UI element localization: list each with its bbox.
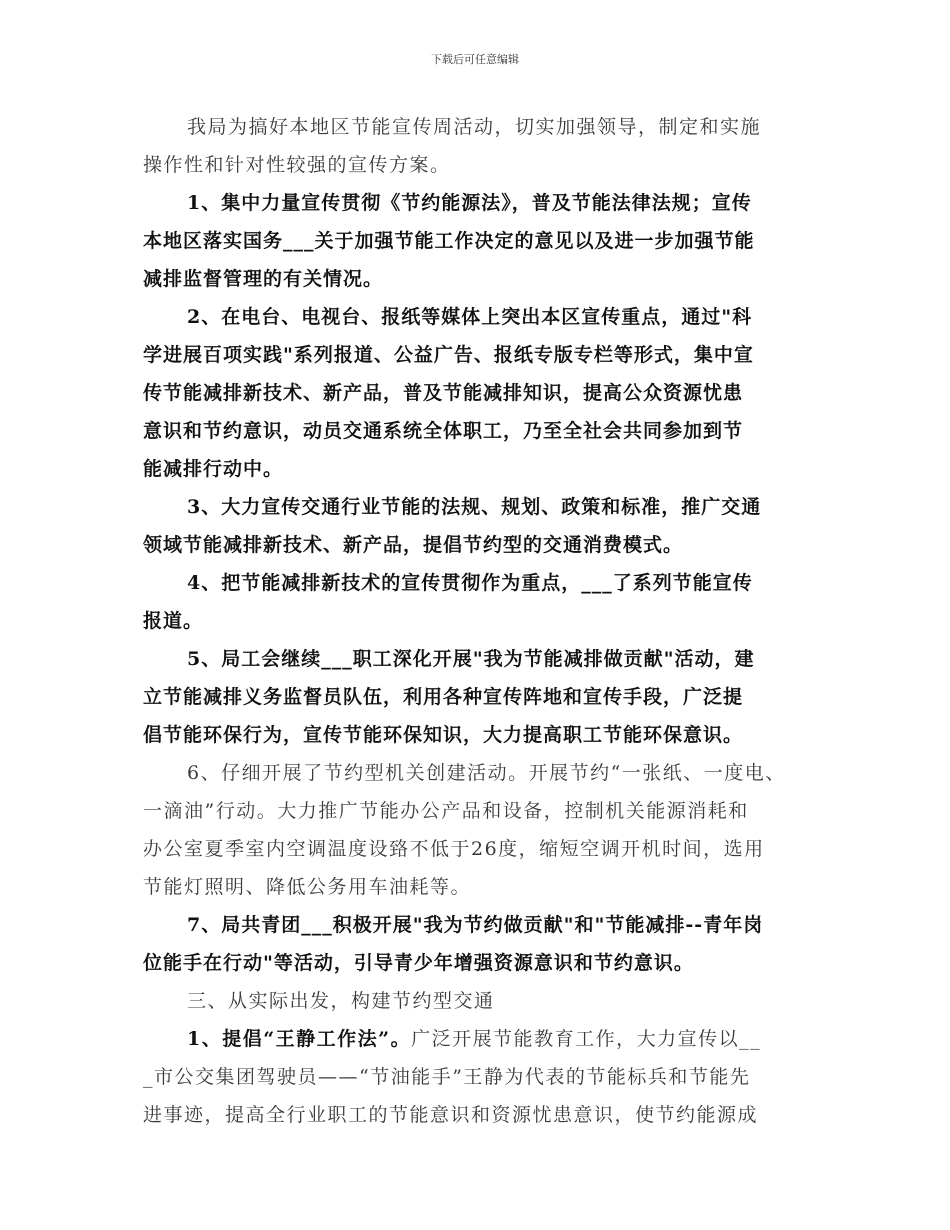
text-line: 3、大力宣传交通行业节能的法规、规划、政策和标准，推广交通: [187, 496, 762, 518]
text-line: 传节能减排新技术、新产品，普及节能减排知识，提高公众资源忧患: [143, 382, 744, 404]
text-line: 4、把节能减排新技术的宣传贯彻作为重点，___了系列节能宣传: [187, 572, 753, 594]
section-heading: 三、从实际出发，构建节约型交通: [187, 990, 495, 1012]
text-line: 报道。: [143, 610, 204, 632]
text-line: 倡节能环保行为，宣传节能环保知识，大力提高职工节能环保意识。: [143, 724, 744, 746]
text-line: 领域节能减排新技术、新产品，提倡节约型的交通消费模式。: [143, 534, 684, 556]
text-line: 进事迹，提高全行业职工的节能意识和资源忧患意识，使节约能源成: [143, 1104, 759, 1126]
text-line: 办公室夏季室内空调温度设臵不低于26度，缩短空调开机时间，选用: [143, 838, 765, 860]
text-line: 操作性和针对性较强的宣传方案。: [143, 154, 451, 176]
text-line: 6、仔细开展了节约型机关创建活动。开展节约“一张纸、一度电、: [187, 762, 786, 784]
text-line: 2、在电台、电视台、报纸等媒体上突出本区宣传重点，通过"科: [187, 306, 753, 328]
text-line: 一滴油”行动。大力推广节能办公产品和设备，控制机关能源消耗和: [143, 800, 749, 822]
text-line: 意识和节约意识，动员交通系统全体职工，乃至全社会共同参加到节: [143, 420, 744, 442]
text-line: 减排监督管理的有关情况。: [143, 268, 384, 290]
page-header: 下载后可任意编辑: [431, 53, 519, 66]
text-line: [187, 1026, 761, 1052]
text-line: 学进展百项实践"系列报道、公益广告、报纸专版专栏等形式，集中宣: [143, 344, 754, 366]
text-line: 5、局工会继续___职工深化开展"我为节能减排做贡献"活动，建: [187, 648, 755, 670]
text-line: 节能灯照明、降低公务用车油耗等。: [143, 876, 472, 898]
text-line: 立节能减排义务监督员队伍，利用各种宣传阵地和宣传手段，广泛提: [143, 686, 744, 708]
text-run: 广泛开展节能教育工作，大力宣传以__: [411, 1028, 762, 1050]
text-line: 本地区落实国务___关于加强节能工作决定的意见以及进一步加强节能: [143, 230, 755, 252]
text-line: 1、集中力量宣传贯彻《节约能源法》，普及节能法律法规；宣传: [187, 192, 752, 214]
text-line: 我局为搞好本地区节能宣传周活动，切实加强领导，制定和实施: [187, 116, 762, 138]
text-line: 位能手在行动"等活动，引导青少年增强资源意识和节约意识。: [143, 952, 694, 974]
text-line: 能减排行动中。: [143, 458, 284, 480]
text-line: _市公交集团驾驶员——“节油能手”王静为代表的节能标兵和节能先: [143, 1066, 751, 1088]
text-line: 7、局共青团___积极开展"我为节约做贡献"和"节能减排--青年岗: [187, 914, 764, 936]
bold-lead: 1、提倡“王静工作法”。: [187, 1028, 412, 1050]
